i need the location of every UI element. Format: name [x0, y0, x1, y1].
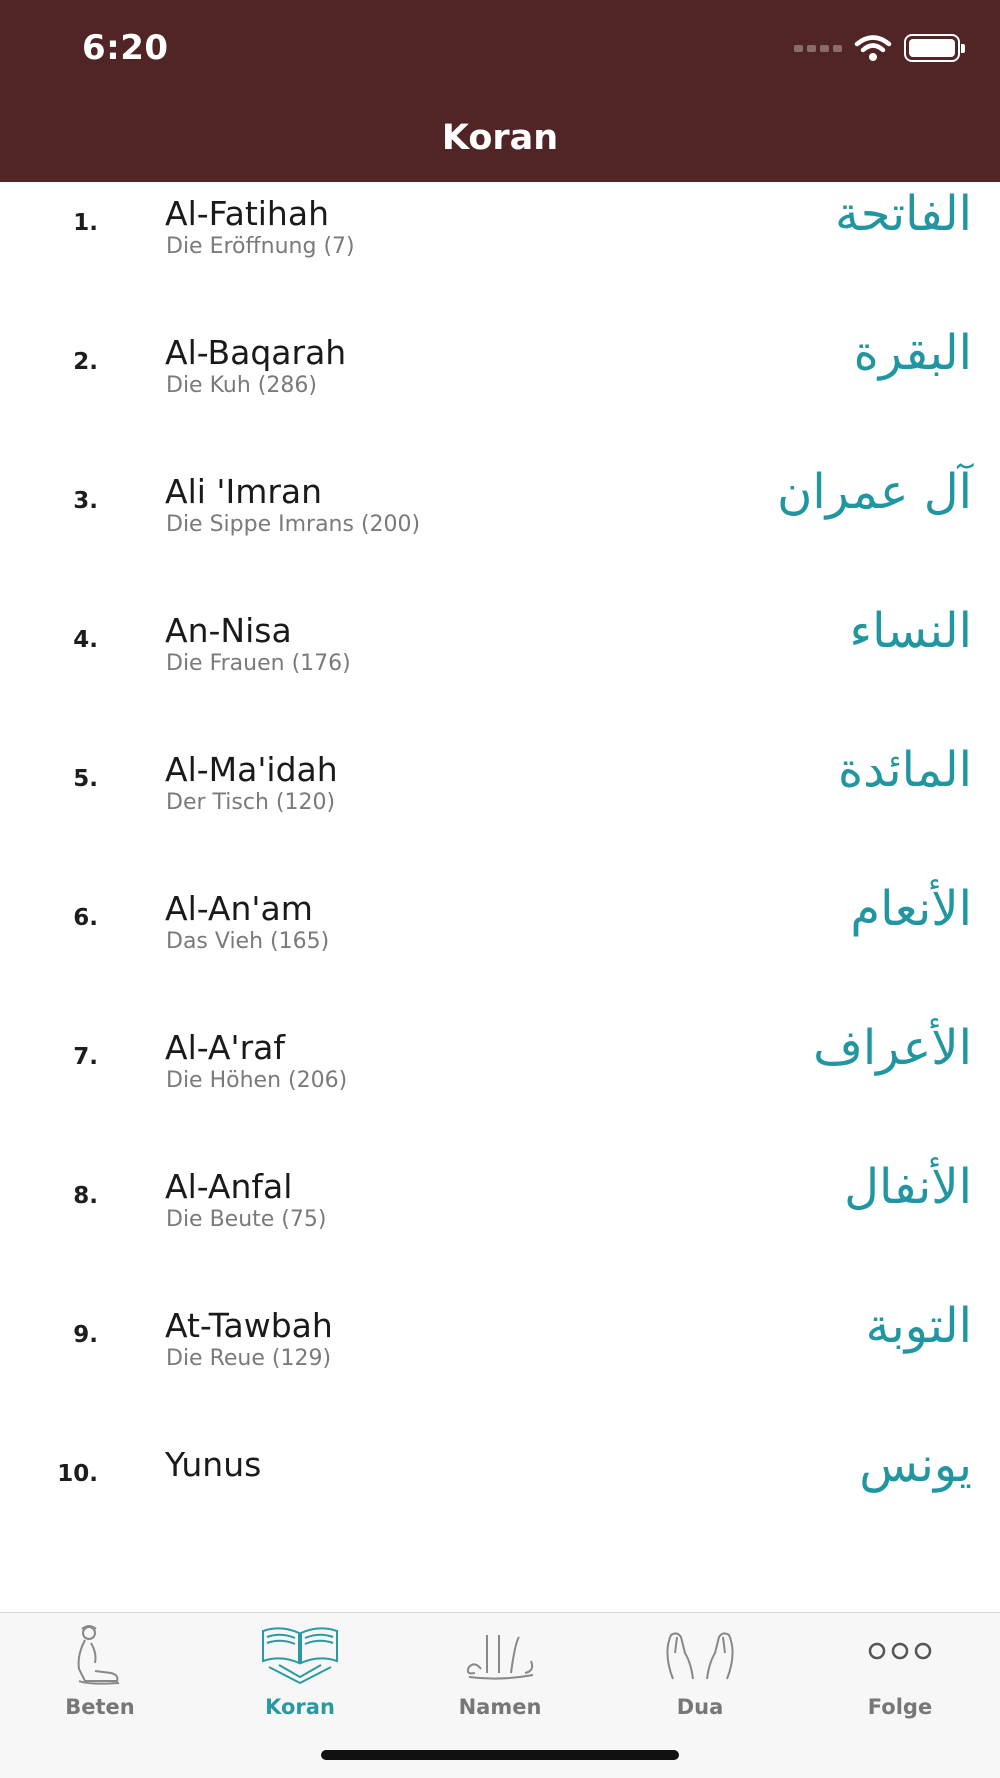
surah-row[interactable]	[0, 738, 1000, 877]
wifi-icon	[854, 34, 892, 62]
surah-arabic-name: الفاتحة	[835, 186, 972, 242]
surah-subtitle: Die Höhen (206)	[166, 1068, 348, 1093]
status-indicators	[794, 34, 960, 62]
surah-number: 8.	[73, 1183, 98, 1209]
surah-arabic-name: البقرة	[853, 325, 972, 381]
surah-arabic-name: آل عمران	[777, 464, 972, 520]
surah-arabic-name: المائدة	[837, 742, 972, 798]
home-indicator	[321, 1750, 679, 1760]
surah-subtitle: Die Frauen (176)	[166, 651, 351, 676]
surah-row[interactable]	[0, 321, 1000, 460]
surah-number: 10.	[57, 1461, 98, 1487]
surah-name: Al-Baqarah	[165, 333, 347, 372]
surah-number: 4.	[73, 627, 98, 653]
surah-subtitle: Die Kuh (286)	[166, 373, 317, 398]
surah-row[interactable]	[0, 1016, 1000, 1155]
allah-calligraphy-icon	[455, 1623, 545, 1689]
tab-beten[interactable]	[0, 1613, 200, 1723]
surah-subtitle: Die Reue (129)	[166, 1346, 332, 1371]
surah-row[interactable]	[0, 460, 1000, 599]
surah-number: 7.	[73, 1044, 98, 1070]
surah-number: 6.	[73, 905, 98, 931]
more-dots-icon	[855, 1623, 945, 1689]
surah-subtitle: Die Eröffnung (7)	[166, 234, 355, 259]
surah-name: Al-Fatihah	[165, 194, 329, 233]
surah-name: Al-An'am	[165, 889, 313, 928]
surah-row[interactable]	[0, 599, 1000, 738]
tab-dua[interactable]	[600, 1613, 800, 1723]
praying-person-icon	[55, 1623, 145, 1689]
cellular-signal-icon	[794, 45, 842, 52]
surah-name: Ali 'Imran	[165, 472, 323, 511]
tab-koran[interactable]	[200, 1613, 400, 1723]
surah-subtitle: Die Sippe Imrans (200)	[166, 512, 421, 537]
surah-list[interactable]	[0, 182, 1000, 1512]
surah-name: Al-Ma'idah	[165, 750, 338, 789]
tab-label: Dua	[676, 1695, 724, 1719]
surah-number: 1.	[73, 210, 98, 236]
tab-folge[interactable]	[800, 1613, 1000, 1723]
surah-name: Al-Anfal	[165, 1167, 293, 1206]
surah-arabic-name: الأعراف	[813, 1020, 972, 1076]
surah-subtitle: Die Beute (75)	[166, 1207, 327, 1232]
battery-icon	[904, 34, 960, 62]
tab-label: Folge	[867, 1695, 933, 1719]
surah-name: An-Nisa	[165, 611, 292, 650]
surah-name: Al-A'raf	[165, 1028, 285, 1067]
quran-book-icon	[255, 1623, 345, 1689]
surah-number: 5.	[73, 766, 98, 792]
surah-arabic-name: الأنفال	[844, 1159, 972, 1215]
surah-row[interactable]	[0, 1294, 1000, 1433]
tab-label: Beten	[65, 1695, 135, 1719]
surah-arabic-name: النساء	[849, 603, 972, 659]
status-time: 6:20	[82, 28, 169, 68]
surah-name: Yunus	[165, 1445, 262, 1484]
surah-row[interactable]	[0, 1155, 1000, 1294]
praying-hands-icon	[655, 1623, 745, 1689]
surah-row[interactable]	[0, 182, 1000, 321]
surah-subtitle: Das Vieh (165)	[166, 929, 330, 954]
surah-subtitle: Der Tisch (120)	[166, 790, 336, 815]
surah-arabic-name: الأنعام	[850, 881, 972, 937]
surah-arabic-name: التوبة	[865, 1298, 972, 1354]
surah-row[interactable]	[0, 1433, 1000, 1512]
navigation-header	[0, 0, 1000, 182]
surah-number: 9.	[73, 1322, 98, 1348]
surah-number: 3.	[73, 488, 98, 514]
surah-number: 2.	[73, 349, 98, 375]
tab-label: Namen	[458, 1695, 542, 1719]
page-title: Koran	[441, 118, 559, 158]
tab-label: Koran	[265, 1695, 335, 1719]
tab-namen[interactable]	[400, 1613, 600, 1723]
surah-arabic-name: يونس	[859, 1437, 972, 1493]
surah-name: At-Tawbah	[165, 1306, 333, 1345]
surah-row[interactable]	[0, 877, 1000, 1016]
